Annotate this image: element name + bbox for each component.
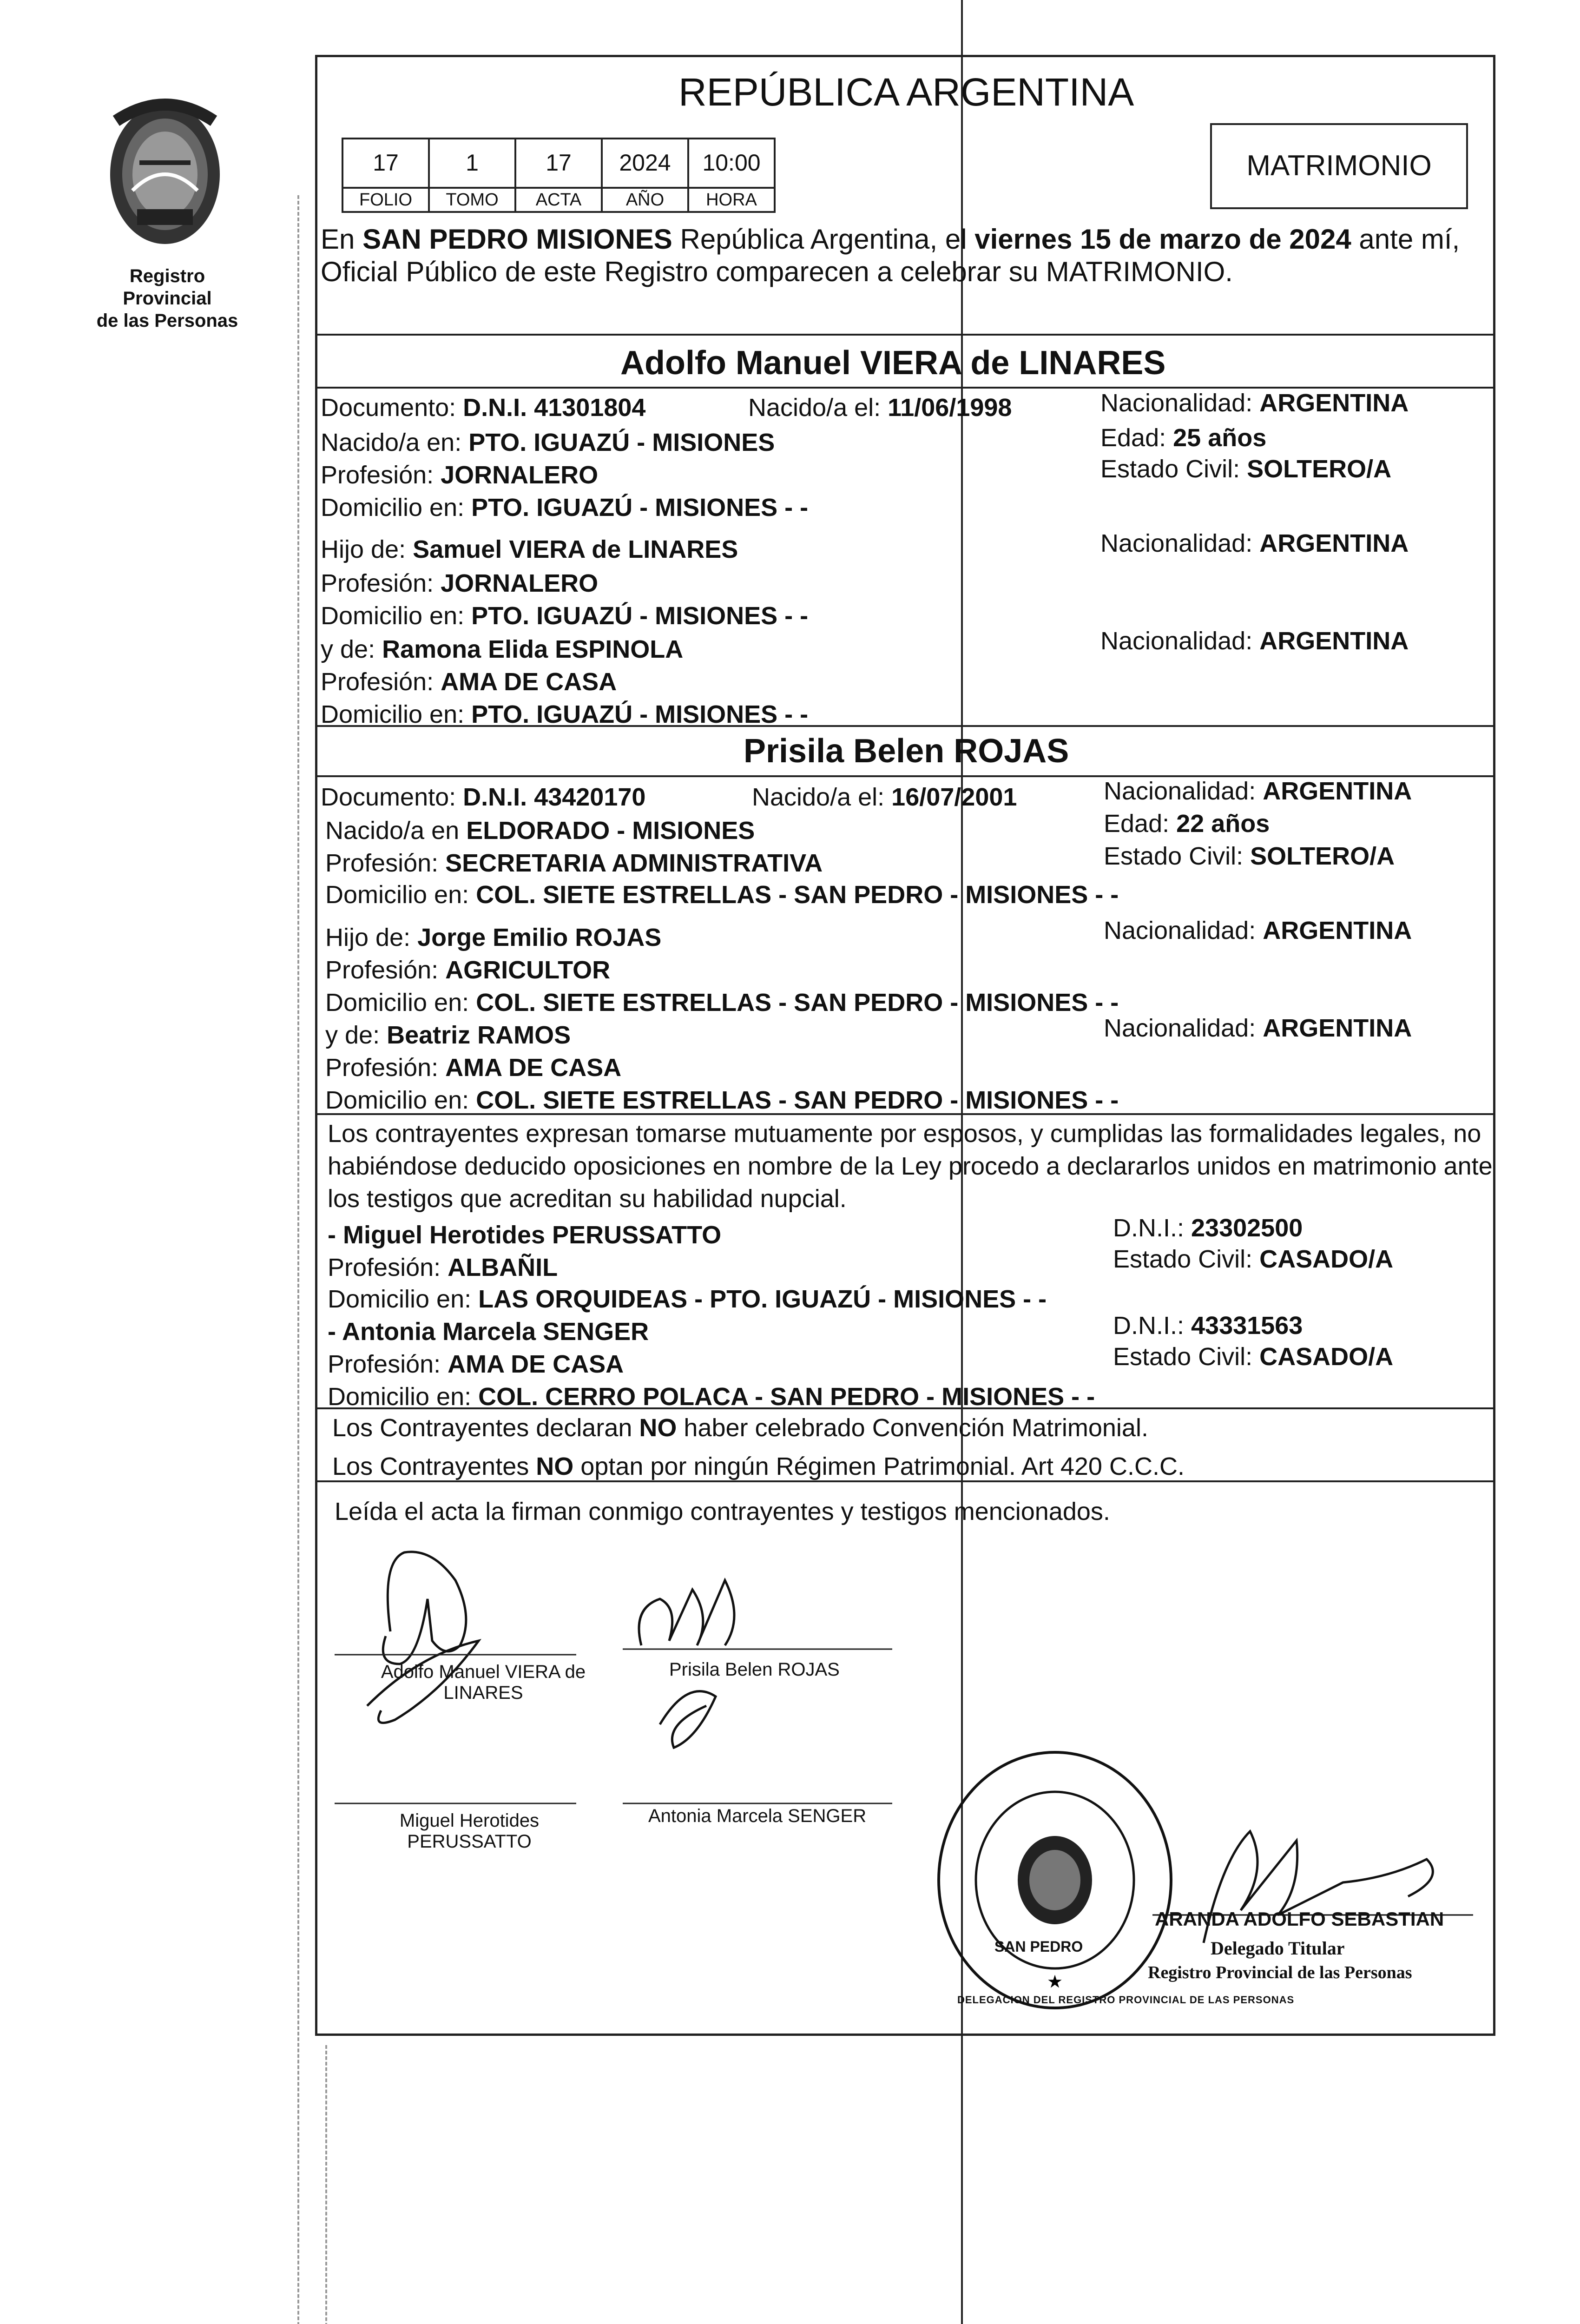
officer-org: Registro Provincial de las Personas: [1148, 1963, 1412, 1982]
divider: [315, 387, 1495, 389]
spouse2-father-profession: Profesión: AGRICULTOR: [325, 956, 611, 984]
divider: [315, 334, 1495, 336]
tomo-label: TOMO: [428, 187, 516, 213]
signature-label-spouse1: Adolfo Manuel VIERA de LINARES: [381, 1662, 586, 1703]
tomo-value: 1: [428, 138, 516, 189]
folio-label: FOLIO: [342, 187, 430, 213]
spouse1-mother-profession: Profesión: AMA DE CASA: [321, 668, 617, 696]
witness2-civil-status: Estado Civil: CASADO/A: [1113, 1343, 1394, 1371]
spouse1-father-nationality: Nacionalidad: ARGENTINA: [1100, 529, 1409, 557]
convention-line-1: Los Contrayentes declaran NO haber celebrado Convención Matrimonial.: [332, 1414, 1148, 1442]
misiones-seal-icon: [88, 93, 242, 260]
acta-label: ACTA: [514, 187, 603, 213]
hour-value: 10:00: [687, 138, 776, 189]
spouse1-father-domicile: Domicilio en: PTO. IGUAZÚ - MISIONES - -: [321, 602, 809, 630]
witness1-profession: Profesión: ALBAÑIL: [328, 1254, 558, 1281]
spouse2-mother-domicile: Domicilio en: COL. SIETE ESTRELLAS - SAN PEDRO - MISIONES - -: [325, 1086, 1119, 1114]
spouse2-mother-nationality: Nacionalidad: ARGENTINA: [1104, 1014, 1412, 1042]
spouse2-name: Prisila Belen ROJAS: [744, 733, 1069, 770]
signature-label-spouse2: Prisila Belen ROJAS: [669, 1659, 840, 1680]
spouse2-doc: Documento: D.N.I. 43420170: [321, 783, 646, 811]
officer-signature: [1148, 1803, 1473, 1957]
witness1-dni: D.N.I.: 23302500: [1113, 1214, 1303, 1242]
spouse1-father-profession: Profesión: JORNALERO: [321, 569, 599, 597]
stamp-center-text: SAN PEDRO: [994, 1938, 1083, 1955]
intro-line-1: En SAN PEDRO MISIONES República Argentina, el viernes 15 de marzo de 2024 ante mí,: [321, 224, 1460, 255]
spouse2-age: Edad: 22 años: [1104, 810, 1270, 838]
intro-line-2: Oficial Público de este Registro comparecen a celebrar su MATRIMONIO.: [321, 256, 1233, 287]
spouse2-domicile: Domicilio en: COL. SIETE ESTRELLAS - SAN PEDRO - MISIONES - -: [325, 881, 1119, 909]
logo-caption: Registro Provincial de las Personas: [96, 266, 238, 331]
page-title: REPÚBLICA ARGENTINA: [678, 70, 1134, 114]
officer-name: ARANDA ADOLFO SEBASTIAN: [1155, 1908, 1444, 1930]
spouse2-father-domicile: Domicilio en: COL. SIETE ESTRELLAS - SAN PEDRO - MISIONES - -: [325, 989, 1119, 1017]
record-table: [342, 138, 783, 213]
margin-dashes-2: [325, 2045, 327, 2324]
witness1-name: - Miguel Herotides PERUSSATTO: [328, 1221, 722, 1249]
signature-label-witness1: Miguel Herotides PERUSSATTO: [399, 1810, 540, 1852]
spouse1-age: Edad: 25 años: [1100, 424, 1267, 452]
registry-stamp-icon: [925, 1741, 1185, 2020]
margin-dashes: [297, 195, 299, 2324]
spouse2-mother: y de: Beatriz RAMOS: [325, 1021, 571, 1049]
spouse1-profession: Profesión: JORNALERO: [321, 461, 599, 489]
closing-statement: Leída el acta la firman conmigo contrayentes y testigos mencionados.: [335, 1498, 1110, 1525]
spouse1-mother: y de: Ramona Elida ESPINOLA: [321, 635, 684, 663]
acta-value: 17: [514, 138, 603, 189]
witness1-domicile: Domicilio en: LAS ORQUIDEAS - PTO. IGUAZÚ - MISIONES - -: [328, 1285, 1047, 1313]
spouse2-nationality: Nacionalidad: ARGENTINA: [1104, 777, 1412, 805]
officer-role: Delegado Titular: [1211, 1938, 1345, 1959]
spouse1-father: Hijo de: Samuel VIERA de LINARES: [321, 535, 738, 563]
divider: [315, 725, 1495, 727]
divider: [315, 1480, 1495, 1482]
witness2-profession: Profesión: AMA DE CASA: [328, 1350, 624, 1378]
divider: [315, 1113, 1495, 1115]
folio-value: 17: [342, 138, 430, 189]
spouse1-birthplace: Nacido/a en: PTO. IGUAZÚ - MISIONES: [321, 429, 775, 456]
convention-line-2: Los Contrayentes NO optan por ningún Régimen Patrimonial. Art 420 C.C.C.: [332, 1452, 1185, 1480]
spouse1-civil-status: Estado Civil: SOLTERO/A: [1100, 455, 1392, 483]
spouse2-mother-profession: Profesión: AMA DE CASA: [325, 1054, 622, 1082]
hour-label: HORA: [687, 187, 776, 213]
witness2-domicile: Domicilio en: COL. CERRO POLACA - SAN PEDRO - MISIONES - -: [328, 1383, 1095, 1411]
spouse2-father-nationality: Nacionalidad: ARGENTINA: [1104, 917, 1412, 944]
declaration-line-2: habiéndose deducido oposiciones en nombre de la Ley procedo a declararlos unidos en matrimonio ante: [328, 1152, 1493, 1180]
spouse1-nationality: Nacionalidad: ARGENTINA: [1100, 389, 1409, 417]
year-label: AÑO: [601, 187, 689, 213]
spouse1-domicile: Domicilio en: PTO. IGUAZÚ - MISIONES - -: [321, 494, 809, 522]
witness2-dni: D.N.I.: 43331563: [1113, 1312, 1303, 1340]
spouse2-father: Hijo de: Jorge Emilio ROJAS: [325, 924, 662, 951]
spouse2-birthplace: Nacido/a en ELDORADO - MISIONES: [325, 817, 755, 845]
declaration-line-3: los testigos que acreditan su habilidad nupcial.: [328, 1185, 847, 1213]
spouse2-profession: Profesión: SECRETARIA ADMINISTRATIVA: [325, 849, 823, 877]
spouse1-born: Nacido/a el: 11/06/1998: [748, 394, 1012, 422]
spouse1-mother-nationality: Nacionalidad: ARGENTINA: [1100, 627, 1409, 655]
declaration-line-1: Los contrayentes expresan tomarse mutuamente por esposos, y cumplidas las formalidades legales, no: [328, 1120, 1481, 1148]
province-logo: [88, 93, 242, 260]
spouse1-name: Adolfo Manuel VIERA de LINARES: [620, 344, 1166, 382]
act-type-box: MATRIMONIO: [1210, 123, 1468, 209]
witness1-civil-status: Estado Civil: CASADO/A: [1113, 1245, 1394, 1273]
spouse2-born: Nacido/a el: 16/07/2001: [752, 783, 1017, 811]
witness2-name: - Antonia Marcela SENGER: [328, 1318, 649, 1346]
year-value: 2024: [601, 138, 689, 189]
signature-label-witness2: Antonia Marcela SENGER: [648, 1806, 867, 1826]
divider: [315, 1407, 1495, 1409]
svg-text:★: ★: [1047, 1973, 1062, 1991]
spouse1-doc: Documento: D.N.I. 41301804: [321, 394, 646, 422]
spouse2-civil-status: Estado Civil: SOLTERO/A: [1104, 842, 1395, 870]
stamp-ring-text: DELEGACION DEL REGISTRO PROVINCIAL DE LAS PERSONAS: [957, 1994, 1295, 2006]
spouse1-mother-domicile: Domicilio en: PTO. IGUAZÚ - MISIONES - -: [321, 700, 809, 728]
official-stamp: [925, 1741, 1185, 2020]
